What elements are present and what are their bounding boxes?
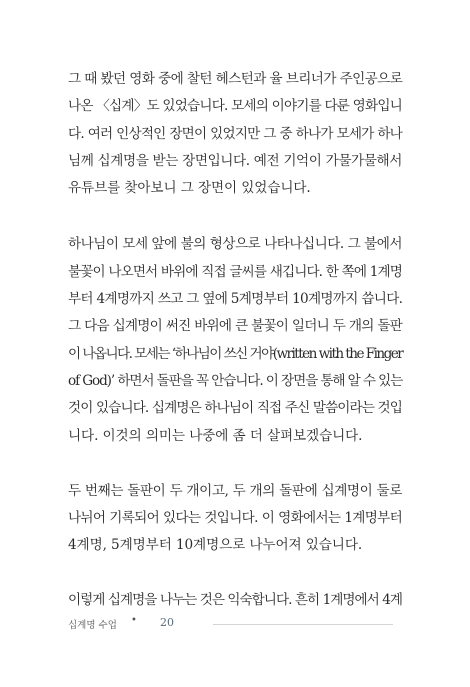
text-line: 다. 여러 인상적인 장면이 있었지만 그 중 하나가 모세가 하나 xyxy=(68,125,402,142)
text-line: 니다. 이것의 의미는 나중에 좀 더 살펴보겠습니다. xyxy=(68,427,363,444)
page-footer xyxy=(68,615,398,633)
text-line: 하나님이 모세 앞에 불의 형상으로 나타나십니다. 그 불에서 xyxy=(68,236,402,253)
text-line: 부터 4계명까지 쓰고 그 옆에 5계명부터 10계명까지 씁니다. xyxy=(68,291,403,308)
paragraph-4 xyxy=(68,587,402,614)
page-number: 20 xyxy=(160,616,174,629)
body-text xyxy=(68,66,402,641)
text-line: 불꽃이 나오면서 바위에 직접 글씨를 새깁니다. 한 쪽에 1계명 xyxy=(68,263,402,280)
text-line: 이 나옵니다. 모세는 ‘하나님이 쓰신 거야(written with the Finger xyxy=(68,345,403,362)
text-line: 이렇게 십계명을 나누는 것은 익숙합니다. 흔히 1계명에서 4계 xyxy=(68,591,402,608)
text-line: 나뉘어 기록되어 있다는 것입니다. 이 영화에서는 1계명부터 xyxy=(68,510,402,527)
running-title: 십계명 수업 xyxy=(68,620,117,631)
text-line: 님께 십계명을 받는 장면입니다. 예전 기억이 가물가물해서 xyxy=(68,152,402,169)
text-line: of God)’ 하면서 돌판을 꼭 안습니다. 이 장면을 통해 알 수 있는 xyxy=(68,372,403,389)
text-line: 그 때 봤던 영화 중에 찰턴 헤스턴과 율 브리너가 주인공으로 xyxy=(68,71,403,87)
paragraph-2 xyxy=(68,231,402,449)
paragraph-3 xyxy=(68,478,402,560)
text-line: 4계명, 5계명부터 10계명으로 나누어져 있습니다. xyxy=(68,537,363,554)
text-line: 두 번째는 돌판이 두 개이고, 두 개의 돌판에 십계명이 둘로 xyxy=(68,482,402,499)
text-line: 것이 있습니다. 십계명은 하나님이 직접 주신 말씀이라는 것입 xyxy=(68,400,402,417)
text-line: 유튜브를 찾아보니 그 장면이 있었습니다. xyxy=(68,180,311,197)
text-line: 그 다음 십계명이 써진 바위에 큰 불꽃이 일더니 두 개의 돌판 xyxy=(68,318,402,335)
footer-rule xyxy=(213,624,393,625)
text-line: 나온 〈십계〉도 있었습니다. 모세의 이야기를 다룬 영화입니 xyxy=(68,98,402,115)
footer-separator-dot: • xyxy=(131,615,137,626)
paragraph-1 xyxy=(68,66,402,202)
